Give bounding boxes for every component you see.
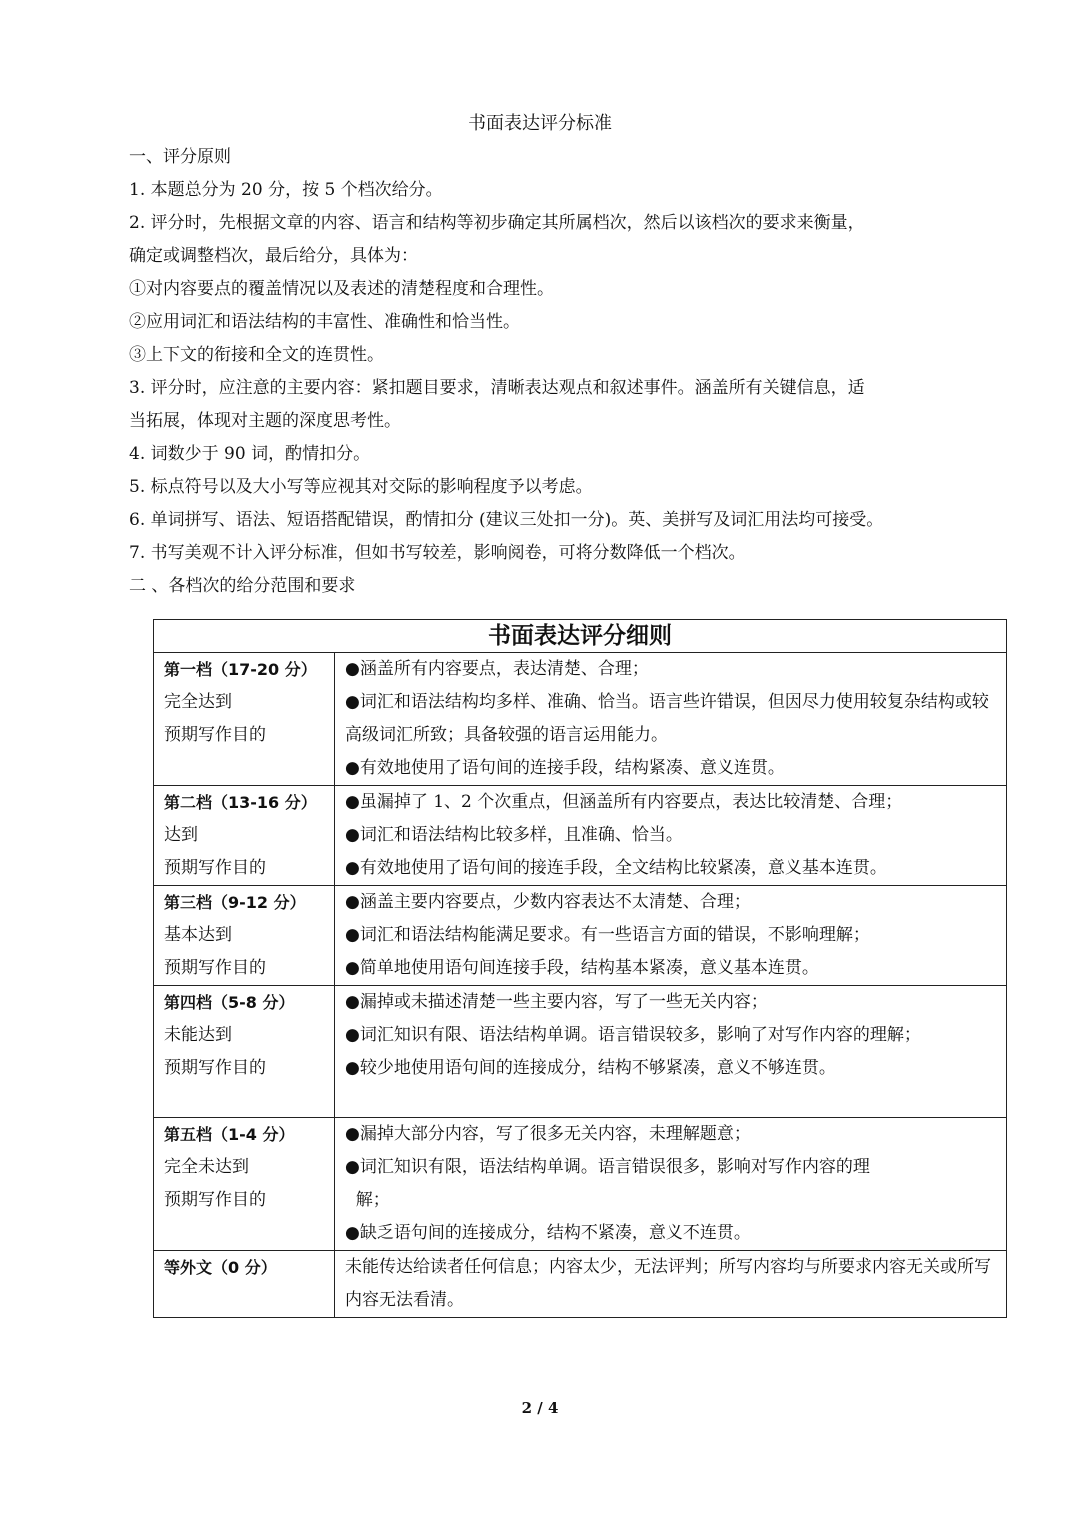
table-row (154, 1251, 1007, 1318)
requirement-item: ●词汇知识有限，语法结构单调。语言错误很多，影响对写作内容的理 (345, 1157, 870, 1177)
grade-desc: 预期写作目的 (164, 725, 266, 745)
grade-name: 第一档（17-20 分） (164, 660, 317, 679)
grade-desc: 预期写作目的 (164, 958, 266, 978)
grade-cell (154, 653, 335, 786)
grade-desc: 达到 (164, 825, 198, 845)
table-row (154, 653, 1007, 786)
grade-cell (154, 786, 335, 886)
grade-name: 第三档（9-12 分） (164, 893, 306, 912)
requirement-item: ●有效地使用了语句间的接连手段，全文结构比较紧凑，意义基本连贯。 (345, 858, 887, 878)
grade-desc: 预期写作目的 (164, 1190, 266, 1210)
requirements-cell (335, 653, 1007, 786)
grade-name: 第四档（5-8 分） (164, 993, 295, 1012)
grade-name: 等外文（0 分） (164, 1258, 277, 1277)
requirement-item: ●涵盖所有内容要点，表达清楚、合理； (345, 659, 649, 679)
table-row (154, 786, 1007, 886)
rule-line: 4. 词数少于 90 词，酌情扣分。 (129, 444, 371, 464)
requirement-item: 未能传达给读者任何信息；内容太少，无法评判；所写内容均与所要求内容无关或所写内容无法看清。 (345, 1257, 991, 1310)
requirements-cell (335, 1118, 1007, 1251)
section-heading-principles: 一、评分原则 (129, 147, 231, 167)
grading-table (153, 619, 1007, 1318)
rule-line: ③上下文的衔接和全文的连贯性。 (129, 345, 384, 365)
rule-line: ①对内容要点的覆盖情况以及表述的清楚程度和合理性。 (129, 279, 554, 299)
scoring-principles (129, 141, 979, 603)
grade-desc: 基本达到 (164, 925, 232, 945)
rule-line: 6. 单词拼写、语法、短语搭配错误，酌情扣分 (建议三处扣一分)。英、美拼写及词汇用法均可接受。 (129, 510, 884, 530)
rule-line: 2. 评分时，先根据文章的内容、语言和结构等初步确定其所属档次，然后以该档次的要求来衡量， (129, 213, 865, 233)
requirement-item: ●词汇和语法结构均多样、准确、恰当。语言些许错误，但因尽力使用较复杂结构或较高级词汇所致；具备较强的语言运用能力。 (345, 692, 989, 745)
page-number: 2 / 4 (521, 1399, 559, 1417)
requirements-cell (335, 886, 1007, 986)
grade-cell (154, 886, 335, 986)
requirement-item: ●词汇知识有限、语法结构单调。语言错误较多，影响了对写作内容的理解； (345, 1025, 921, 1045)
grade-desc: 完全未达到 (164, 1157, 249, 1177)
rule-line: 1. 本题总分为 20 分，按 5 个档次给分。 (129, 180, 443, 200)
requirement-item: ●缺乏语句间的连接成分，结构不紧凑，意义不连贯。 (345, 1223, 751, 1243)
requirement-item: ●有效地使用了语句间的连接手段，结构紧凑、意义连贯。 (345, 758, 785, 778)
requirements-cell (335, 1251, 1007, 1318)
requirement-item: ●涵盖主要内容要点，少数内容表达不太清楚、合理； (345, 892, 751, 912)
rule-line: 当拓展，体现对主题的深度思考性。 (129, 411, 401, 431)
rule-line: 3. 评分时，应注意的主要内容：紧扣题目要求，清晰表达观点和叙述事件。涵盖所有关键信息，适 (129, 378, 865, 398)
table-row (154, 986, 1007, 1118)
grade-desc: 未能达到 (164, 1025, 232, 1045)
requirement-item: ●词汇和语法结构比较多样，且准确、恰当。 (345, 825, 683, 845)
requirements-cell (335, 986, 1007, 1118)
grade-desc: 预期写作目的 (164, 858, 266, 878)
requirement-item: ●简单地使用语句间连接手段，结构基本紧凑，意义基本连贯。 (345, 958, 819, 978)
requirement-item: ●虽漏掉了 1、2 个次重点，但涵盖所有内容要点，表达比较清楚、合理； (345, 792, 903, 812)
grade-cell (154, 1251, 335, 1318)
page-title: 书面表达评分标准 (468, 113, 612, 134)
grade-cell (154, 986, 335, 1118)
rule-line: 5. 标点符号以及大小写等应视其对交际的影响程度予以考虑。 (129, 477, 593, 497)
rule-line: ②应用词汇和语法结构的丰富性、准确性和恰当性。 (129, 312, 520, 332)
requirements-cell (335, 786, 1007, 886)
grade-desc: 完全达到 (164, 692, 232, 712)
requirement-item: 解； (345, 1190, 390, 1210)
table-title: 书面表达评分细则 (154, 620, 1007, 653)
requirement-item: ●漏掉大部分内容，写了很多无关内容，未理解题意； (345, 1124, 751, 1144)
table-row (154, 886, 1007, 986)
grade-cell (154, 1118, 335, 1251)
rule-line: 7. 书写美观不计入评分标准，但如书写较差，影响阅卷，可将分数降低一个档次。 (129, 543, 746, 563)
table-title-row (154, 620, 1007, 653)
grade-name: 第五档（1-4 分） (164, 1125, 295, 1144)
table-row (154, 1118, 1007, 1251)
section-heading-grades: 二 、各档次的给分范围和要求 (129, 576, 356, 596)
requirement-item: ●词汇和语法结构能满足要求。有一些语言方面的错误，不影响理解； (345, 925, 870, 945)
rule-line: 确定或调整档次，最后给分，具体为： (129, 246, 418, 266)
grade-desc: 预期写作目的 (164, 1058, 266, 1078)
grade-name: 第二档（13-16 分） (164, 793, 317, 812)
requirement-item: ●较少地使用语句间的连接成分，结构不够紧凑，意义不够连贯。 (345, 1058, 836, 1078)
requirement-item: ●漏掉或未描述清楚一些主要内容，写了一些无关内容； (345, 992, 768, 1012)
